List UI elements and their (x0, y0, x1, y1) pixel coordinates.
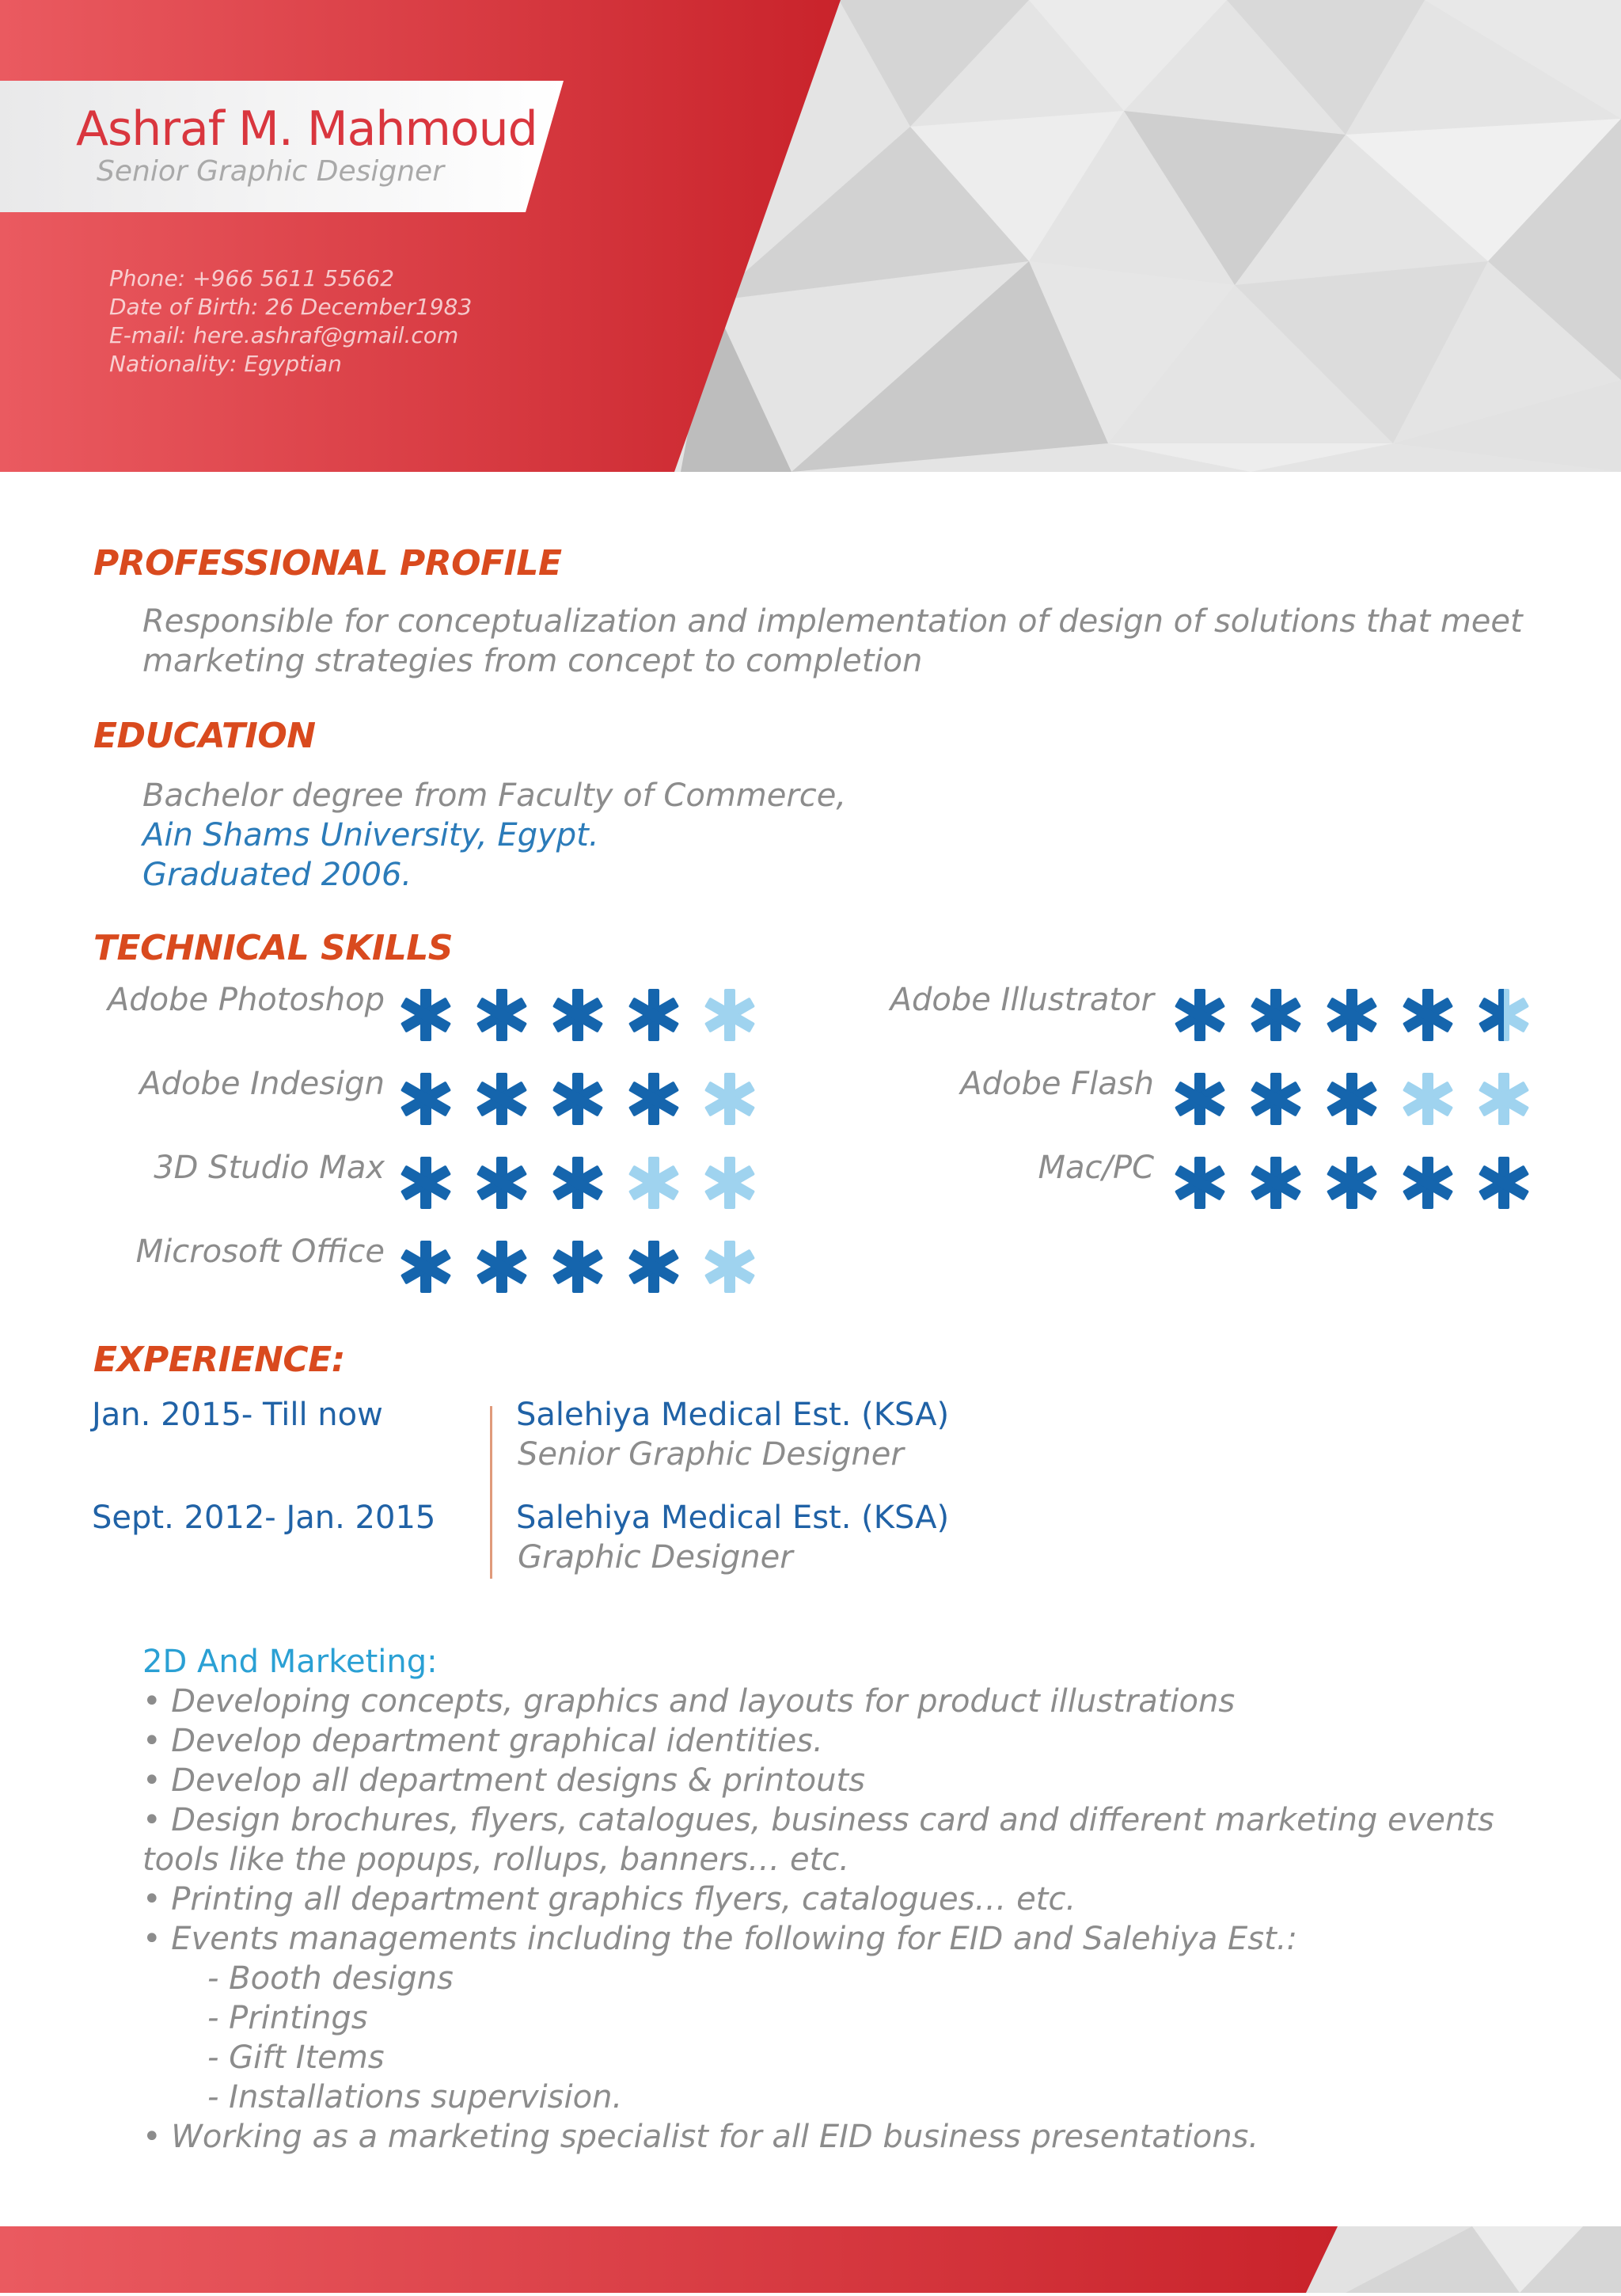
contact-phone: Phone: +966 5611 55662 (109, 265, 395, 291)
footer-background (0, 2226, 1621, 2293)
duty-item-continuation: tools like the popups, rollups, banners… etc. (142, 1842, 850, 1878)
duty-item: • Printing all department graphics flyers, catalogues… etc. (142, 1881, 1076, 1918)
asterisk-rating-icon (1399, 983, 1456, 1047)
skill-rating (397, 1151, 777, 1215)
experience-dates-1: Jan. 2015- Till now (92, 1397, 383, 1433)
contact-birthdate: Date of Birth: 26 December1983 (109, 294, 473, 320)
asterisk-rating-icon (397, 983, 454, 1047)
asterisk-rating-icon (1171, 1067, 1228, 1131)
asterisk-rating-icon (549, 1067, 606, 1131)
profile-line-2: marketing strategies from concept to completion (142, 643, 923, 679)
asterisk-rating-icon (1171, 983, 1228, 1047)
asterisk-rating-icon (1323, 983, 1380, 1047)
asterisk-rating-icon (1399, 1151, 1456, 1215)
education-degree: Bachelor degree from Faculty of Commerce, (142, 777, 847, 814)
asterisk-rating-icon (1247, 983, 1304, 1047)
asterisk-rating-icon (473, 1067, 530, 1131)
skill-rating (1171, 983, 1551, 1047)
duty-item: • Working as a marketing specialist for all EID business presentations. (142, 2119, 1259, 2155)
asterisk-rating-icon (625, 1235, 682, 1298)
skill-label: Adobe Illustrator (890, 982, 1154, 1018)
duty-item: • Develop department graphical identities. (142, 1723, 823, 1759)
skill-label: Adobe Photoshop (107, 982, 385, 1018)
asterisk-rating-icon (549, 983, 606, 1047)
asterisk-rating-icon (1399, 1067, 1456, 1131)
asterisk-rating-icon (625, 983, 682, 1047)
header-banner (0, 0, 1621, 472)
skill-label: 3D Studio Max (154, 1150, 385, 1186)
asterisk-rating-icon (625, 1067, 682, 1131)
education-university: Ain Shams University, Egypt. (142, 817, 599, 853)
asterisk-rating-icon (473, 983, 530, 1047)
duty-item: • Events managements including the following for EID and Salehiya Est.: (142, 1921, 1297, 1957)
asterisk-rating-icon (473, 1235, 530, 1298)
duty-subitem: - Installations supervision. (207, 2079, 623, 2115)
asterisk-rating-icon (701, 983, 758, 1047)
experience-role-2: Graphic Designer (518, 1539, 793, 1576)
experience-heading: EXPERIENCE: (93, 1340, 345, 1380)
education-graduation: Graduated 2006. (142, 857, 412, 893)
contact-email[interactable]: E-mail: here.ashraf@gmail.com (109, 322, 459, 348)
asterisk-rating-icon (1475, 1151, 1532, 1215)
experience-company-2: Salehiya Medical Est. (KSA) (516, 1500, 950, 1536)
duty-item: • Developing concepts, graphics and layouts for product illustrations (142, 1683, 1236, 1720)
skill-rating (397, 1235, 777, 1298)
skill-label: Adobe Flash (960, 1066, 1154, 1102)
profile-line-1: Responsible for conceptualization and implementation of design of solutions that meet (142, 603, 1523, 640)
candidate-title: Senior Graphic Designer (97, 155, 444, 188)
duty-subitem: - Booth designs (207, 1960, 454, 1997)
skill-label: Mac/PC (1038, 1150, 1154, 1186)
skill-rating (1171, 1151, 1551, 1215)
asterisk-rating-icon (1171, 1151, 1228, 1215)
duty-item: • Develop all department designs & printouts (142, 1762, 865, 1799)
asterisk-rating-icon (1247, 1151, 1304, 1215)
duty-subitem: - Printings (207, 2000, 368, 2036)
asterisk-rating-icon (701, 1235, 758, 1298)
asterisk-rating-icon (397, 1235, 454, 1298)
asterisk-rating-icon (1475, 1067, 1532, 1131)
skill-label: Adobe Indesign (139, 1066, 385, 1102)
skill-rating (1171, 1067, 1551, 1131)
skill-label: Microsoft Office (135, 1234, 385, 1270)
asterisk-rating-icon (397, 1067, 454, 1131)
asterisk-rating-icon (1475, 983, 1532, 1047)
header-background (0, 0, 1621, 472)
asterisk-rating-icon (701, 1151, 758, 1215)
skill-rating (397, 1067, 777, 1131)
candidate-name: Ashraf M. Mahmoud (76, 101, 537, 157)
asterisk-rating-icon (1323, 1151, 1380, 1215)
asterisk-rating-icon (1247, 1067, 1304, 1131)
profile-heading: PROFESSIONAL PROFILE (93, 543, 562, 584)
asterisk-rating-icon (397, 1151, 454, 1215)
duties-heading: 2D And Marketing: (142, 1644, 438, 1680)
contact-nationality: Nationality: Egyptian (109, 351, 342, 377)
contact-info (109, 264, 472, 378)
asterisk-rating-icon (549, 1151, 606, 1215)
asterisk-rating-icon (701, 1067, 758, 1131)
footer-banner (0, 2226, 1621, 2293)
experience-role-1: Senior Graphic Designer (518, 1436, 904, 1473)
duty-subitem: - Gift Items (207, 2039, 385, 2076)
duty-item: • Design brochures, flyers, catalogues, business card and different marketing events (142, 1802, 1494, 1838)
asterisk-rating-icon (549, 1235, 606, 1298)
timeline-divider (490, 1406, 492, 1579)
education-heading: EDUCATION (93, 716, 316, 756)
experience-dates-2: Sept. 2012- Jan. 2015 (92, 1500, 436, 1536)
asterisk-rating-icon (625, 1151, 682, 1215)
asterisk-rating-icon (1323, 1067, 1380, 1131)
asterisk-rating-icon (473, 1151, 530, 1215)
skill-rating (397, 983, 777, 1047)
experience-company-1: Salehiya Medical Est. (KSA) (516, 1397, 950, 1433)
skills-heading: TECHNICAL SKILLS (93, 928, 453, 968)
